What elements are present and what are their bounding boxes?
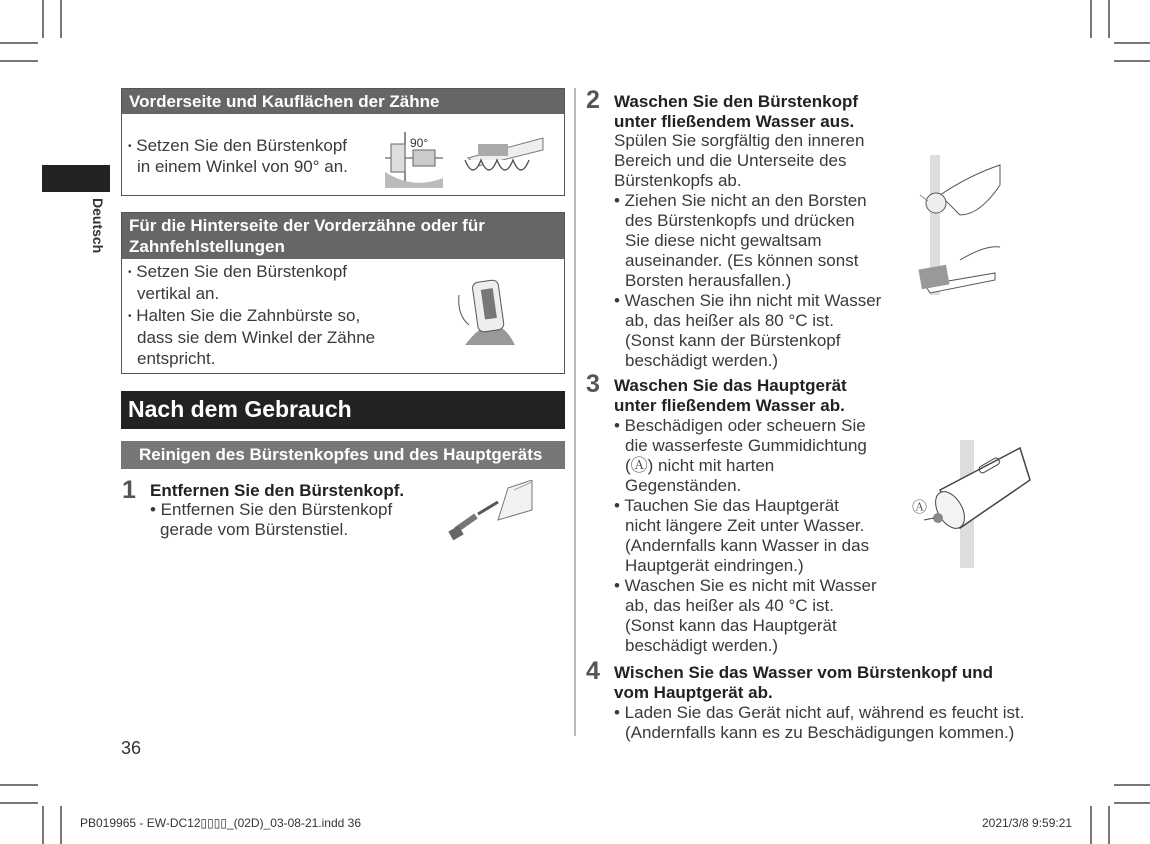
step-line: (Andernfalls kann Wasser in das: [625, 536, 870, 555]
step-line: beschädigt werden.): [625, 636, 779, 655]
bullet-text: dass sie dem Winkel der Zähne: [137, 328, 376, 347]
step-line: beschädigt werden.): [625, 351, 779, 370]
step-number: 2: [586, 86, 600, 114]
step-title: unter fließendem Wasser ab.: [614, 396, 845, 415]
rinse-brush-head-illustration: [900, 155, 1005, 300]
step-line: nicht längere Zeit unter Wasser.: [625, 516, 865, 535]
step-line: die wasserfeste Gummidichtung: [625, 436, 867, 455]
crop-mark: [1090, 0, 1092, 38]
step-line: Spülen Sie sorgfältig den inneren: [614, 131, 865, 150]
crop-mark: [0, 784, 38, 786]
angle-label: 90°: [410, 136, 429, 150]
column-divider: [574, 88, 576, 736]
bullet-line: Setzen Sie den Bürstenkopf: [136, 262, 347, 281]
step-line: (Ⓐ) nicht mit harten: [625, 456, 775, 475]
crop-mark: [1114, 802, 1150, 804]
bullet-text: entspricht.: [137, 349, 216, 368]
step-number: 1: [122, 476, 136, 504]
step-title: vom Hauptgerät ab.: [614, 683, 773, 702]
bullet-text: in einem Winkel von 90° an.: [137, 157, 348, 176]
bullet-text: • Setzen Sie den Bürstenkopf: [128, 136, 347, 155]
step-title: Wischen Sie das Wasser vom Bürstenkopf und: [614, 663, 993, 682]
step-title: Waschen Sie den Bürstenkopf: [614, 92, 859, 111]
crop-mark: [1108, 0, 1110, 38]
section-title: Nach dem Gebrauch: [128, 396, 352, 422]
box-header-line: Zahnfehlstellungen: [129, 237, 285, 256]
box-header: [122, 213, 564, 259]
crop-mark: [60, 806, 62, 844]
crop-mark: [1114, 42, 1150, 44]
crop-mark: [42, 806, 44, 844]
step-title: unter fließendem Wasser aus.: [614, 112, 855, 131]
step-line: Borsten herausfallen.): [625, 271, 792, 290]
box-header: Vorderseite und Kauflächen der Zähne: [122, 89, 564, 114]
rinse-main-unit-illustration: [910, 440, 1035, 570]
bullet-line: Halten Sie die Zahnbürste so,: [136, 306, 361, 325]
step-text: (Andernfalls kann es zu Beschädigungen kommen.): [625, 723, 1015, 742]
step-line: ab, das heißer als 40 °C ist.: [625, 596, 835, 615]
step-text: • Entfernen Sie den Bürstenkopf: [150, 500, 393, 519]
language-label: Deutsch: [90, 198, 106, 254]
step-line: • Ziehen Sie nicht an den Borsten: [614, 191, 867, 210]
bullet-line: Setzen Sie den Bürstenkopf: [136, 136, 347, 155]
section-subtitle: Reinigen des Bürstenkopfes und des Hauptgeräts: [139, 445, 543, 464]
step-line: • Waschen Sie ihn nicht mit Wasser: [614, 291, 882, 310]
step-line: Bürstenkopfs ab.: [614, 171, 742, 190]
bullet-text: • Setzen Sie den Bürstenkopf: [128, 262, 347, 281]
crop-mark: [1114, 60, 1150, 62]
step-body: [614, 131, 904, 371]
brush-vertical-illustration: [455, 275, 525, 350]
crop-mark: [1114, 784, 1150, 786]
remove-brush-head-illustration: [448, 480, 538, 542]
step-line: • Tauchen Sie das Hauptgerät: [614, 496, 839, 515]
step-title: Entfernen Sie den Bürstenkopf.: [150, 481, 405, 500]
step-number: 3: [586, 370, 600, 398]
brush-90-degree-illustration: [383, 130, 553, 190]
step-text: gerade vom Bürstenstiel.: [160, 520, 349, 539]
step-line: Gegenständen.: [625, 476, 742, 495]
crop-mark: [1090, 806, 1092, 844]
crop-mark: [0, 802, 38, 804]
bullet-text: • Halten Sie die Zahnbürste so,: [128, 306, 361, 325]
step-line: des Bürstenkopfs und drücken: [625, 211, 855, 230]
step-line: (Sonst kann das Hauptgerät: [625, 616, 837, 635]
crop-mark: [1108, 806, 1110, 844]
page-number: 36: [121, 738, 142, 758]
footer-file-info: PB019965 - EW-DC12▯▯▯▯_(02D)_03-08-21.indd 36: [80, 816, 362, 830]
step-line: ab, das heißer als 80 °C ist.: [625, 311, 835, 330]
step-line: Bereich und die Unterseite des: [614, 151, 847, 170]
step-title: Waschen Sie das Hauptgerät: [614, 376, 847, 395]
language-tab: [42, 165, 110, 192]
crop-mark: [0, 60, 38, 62]
footer-timestamp: 2021/3/8 9:59:21: [982, 816, 1073, 830]
bullet-text: vertikal an.: [137, 284, 220, 303]
crop-mark: [60, 0, 62, 38]
crop-mark: [0, 42, 38, 44]
step-line: Hauptgerät eindringen.): [625, 556, 804, 575]
marker-a-label: Ⓐ: [912, 499, 928, 516]
step-line: Sie diese nicht gewaltsam: [625, 231, 822, 250]
step-body: [614, 416, 904, 656]
box-header-line: Für die Hinterseite der Vorderzähne oder für: [129, 216, 485, 235]
step-line: • Beschädigen oder scheuern Sie: [614, 416, 866, 435]
step-text: • Laden Sie das Gerät nicht auf, während es feucht ist.: [614, 703, 1025, 722]
step-number: 4: [586, 657, 600, 685]
step-line: • Waschen Sie es nicht mit Wasser: [614, 576, 877, 595]
step-line: auseinander. (Es können sonst: [625, 251, 859, 270]
step-line: (Sonst kann der Bürstenkopf: [625, 331, 841, 350]
crop-mark: [42, 0, 44, 38]
